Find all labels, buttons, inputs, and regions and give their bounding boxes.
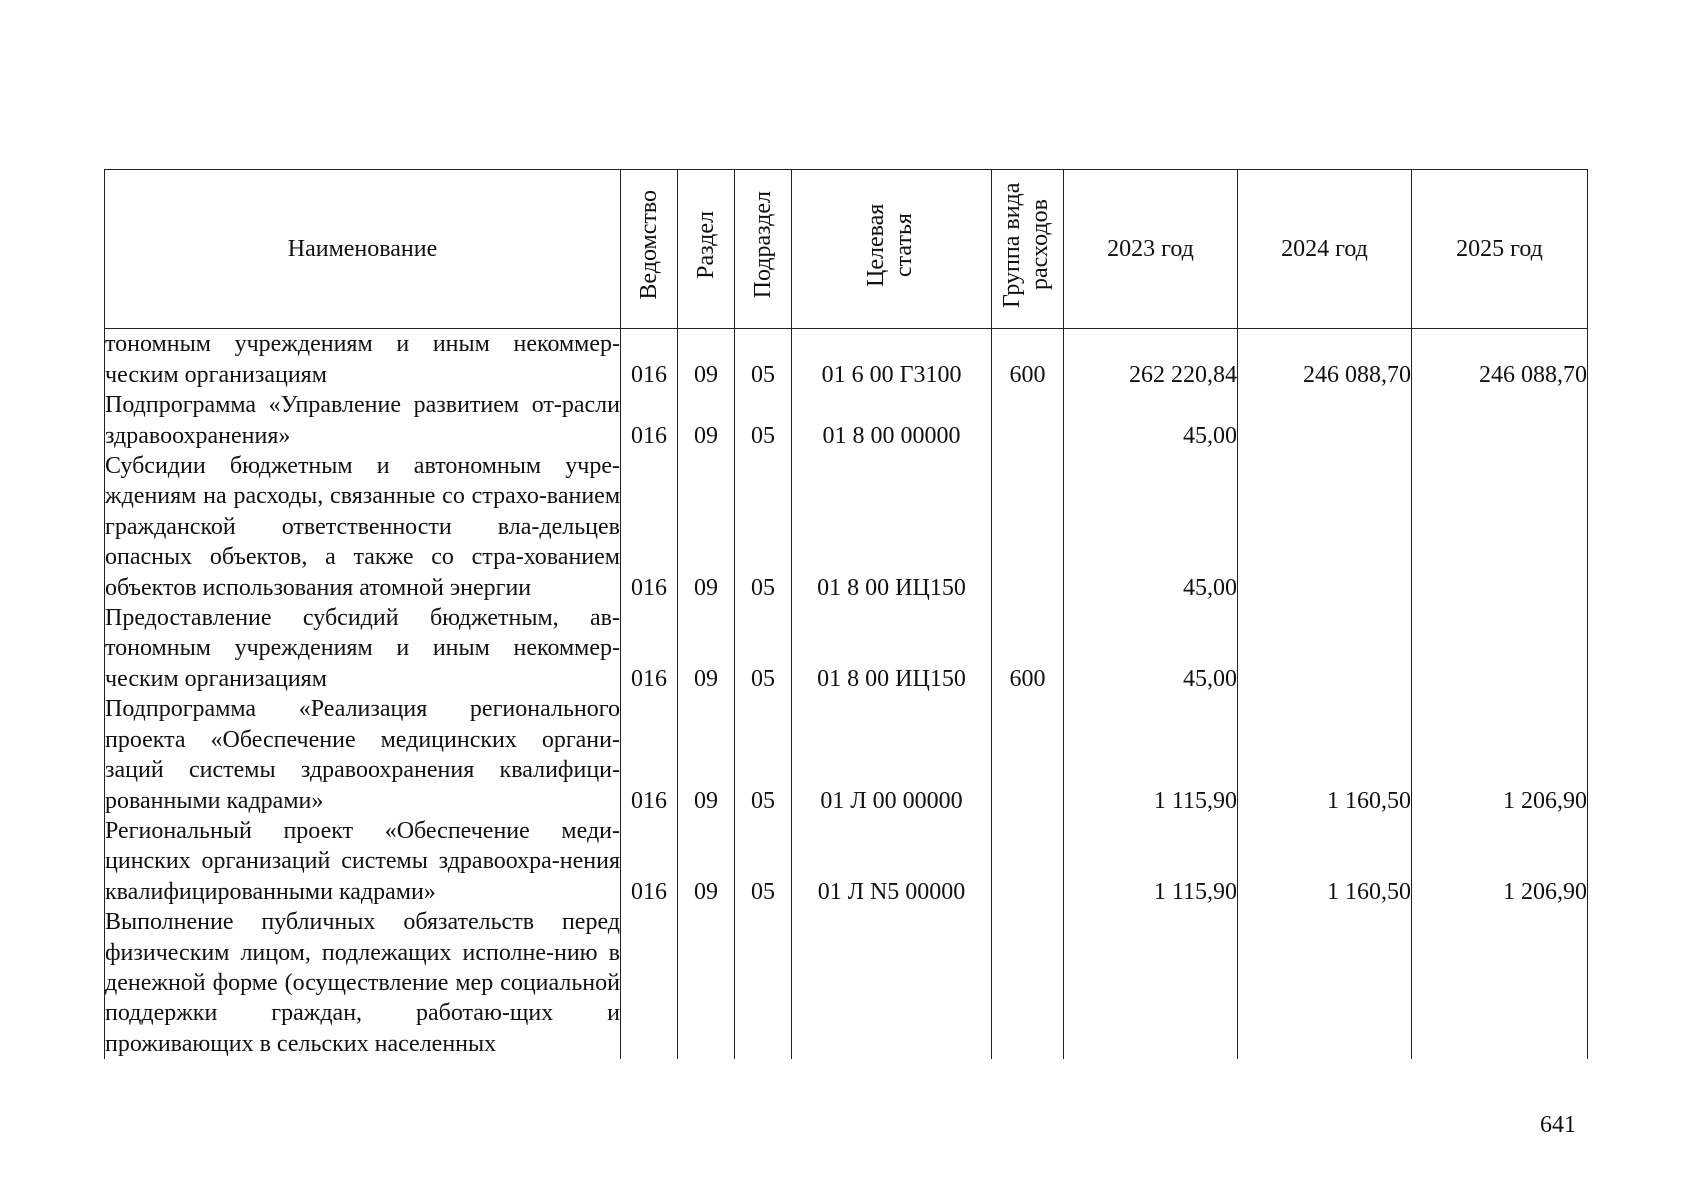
- row-section: 09: [678, 603, 735, 694]
- row-subsection: 05: [735, 694, 792, 816]
- row-name: тономным учреждениям и иным некоммер-ческим организациям: [105, 329, 621, 390]
- row-target: 01 8 00 ИЦ150: [792, 603, 992, 694]
- row-agency: 016: [621, 694, 678, 816]
- row-agency: 016: [621, 329, 678, 390]
- row-group: [992, 451, 1064, 603]
- row-2024: [1238, 603, 1412, 694]
- row-section: 09: [678, 816, 735, 907]
- row-target: [792, 907, 992, 1059]
- row-2025: 1 206,90: [1412, 816, 1588, 907]
- row-group: [992, 907, 1064, 1059]
- row-target: 01 Л 00 00000: [792, 694, 992, 816]
- table-header: [105, 170, 1588, 329]
- row-agency: [621, 907, 678, 1059]
- row-2025: 246 088,70: [1412, 329, 1588, 390]
- row-section: 09: [678, 390, 735, 451]
- row-2024: [1238, 390, 1412, 451]
- row-name: Региональный проект «Обеспечение меди-цинских организаций системы здравоохра-нения квалифицированными кадрами»: [105, 816, 621, 907]
- header-name: Наименование: [105, 170, 621, 329]
- row-2025: [1412, 603, 1588, 694]
- row-2024: 1 160,50: [1238, 694, 1412, 816]
- row-target: 01 8 00 00000: [792, 390, 992, 451]
- header-target-item: Целевая статья: [792, 170, 992, 329]
- row-agency: 016: [621, 390, 678, 451]
- row-2023: 45,00: [1064, 390, 1238, 451]
- row-group: [992, 816, 1064, 907]
- row-2025: 1 206,90: [1412, 694, 1588, 816]
- row-target: 01 8 00 ИЦ150: [792, 451, 992, 603]
- row-subsection: 05: [735, 603, 792, 694]
- row-agency: 016: [621, 603, 678, 694]
- row-2023: 45,00: [1064, 451, 1238, 603]
- row-subsection: 05: [735, 816, 792, 907]
- page-number: 641: [1540, 1112, 1576, 1138]
- budget-table: [104, 169, 1588, 1059]
- header-2024: 2024 год: [1238, 170, 1412, 329]
- row-2023: [1064, 907, 1238, 1059]
- row-2023: 262 220,84: [1064, 329, 1238, 390]
- row-section: [678, 907, 735, 1059]
- row-2023: 45,00: [1064, 603, 1238, 694]
- row-name: Субсидии бюджетным и автономным учре-ждениям на расходы, связанные со страхо-ванием гражданской ответственности вла-дельцев опасных объектов, а также со стра-хованием объектов использования атомной энергии: [105, 451, 621, 603]
- row-2025: [1412, 907, 1588, 1059]
- header-2025: 2025 год: [1412, 170, 1588, 329]
- header-2023: 2023 год: [1064, 170, 1238, 329]
- row-2024: 246 088,70: [1238, 329, 1412, 390]
- row-section: 09: [678, 694, 735, 816]
- row-group: [992, 694, 1064, 816]
- row-group: 600: [992, 329, 1064, 390]
- row-subsection: [735, 907, 792, 1059]
- row-section: 09: [678, 329, 735, 390]
- table-row: [105, 907, 1588, 1059]
- table-row: [105, 451, 1588, 603]
- row-agency: 016: [621, 451, 678, 603]
- row-section: 09: [678, 451, 735, 603]
- row-2024: 1 160,50: [1238, 816, 1412, 907]
- row-name: Выполнение публичных обязательств перед физическим лицом, подлежащих исполне-нию в денежной форме (осуществление мер социальной поддержки граждан, работаю-щих и проживающих в сельских населенных: [105, 907, 621, 1059]
- table-body: [105, 329, 1588, 1059]
- row-name: Предоставление субсидий бюджетным, ав-тономным учреждениям и иным некоммер-ческим организациям: [105, 603, 621, 694]
- row-2024: [1238, 451, 1412, 603]
- row-2025: [1412, 390, 1588, 451]
- row-subsection: 05: [735, 329, 792, 390]
- row-subsection: 05: [735, 451, 792, 603]
- row-group: 600: [992, 603, 1064, 694]
- row-2025: [1412, 451, 1588, 603]
- table-row: [105, 816, 1588, 907]
- table-row: [105, 603, 1588, 694]
- header-subsection: Подраздел: [735, 170, 792, 329]
- row-target: 01 Л N5 00000: [792, 816, 992, 907]
- table-row: [105, 694, 1588, 816]
- row-2023: 1 115,90: [1064, 694, 1238, 816]
- header-agency: Ведомство: [621, 170, 678, 329]
- row-name: Подпрограмма «Управление развитием от-расли здравоохранения»: [105, 390, 621, 451]
- row-subsection: 05: [735, 390, 792, 451]
- row-name: Подпрограмма «Реализация регионального проекта «Обеспечение медицинских органи-заций системы здравоохранения квалифици-рованными кадрами»: [105, 694, 621, 816]
- row-target: 01 6 00 Г3100: [792, 329, 992, 390]
- table-row: [105, 329, 1588, 390]
- header-expense-group: Группа вида расходов: [992, 170, 1064, 329]
- row-group: [992, 390, 1064, 451]
- table-row: [105, 390, 1588, 451]
- row-agency: 016: [621, 816, 678, 907]
- row-2023: 1 115,90: [1064, 816, 1238, 907]
- row-2024: [1238, 907, 1412, 1059]
- header-section: Раздел: [678, 170, 735, 329]
